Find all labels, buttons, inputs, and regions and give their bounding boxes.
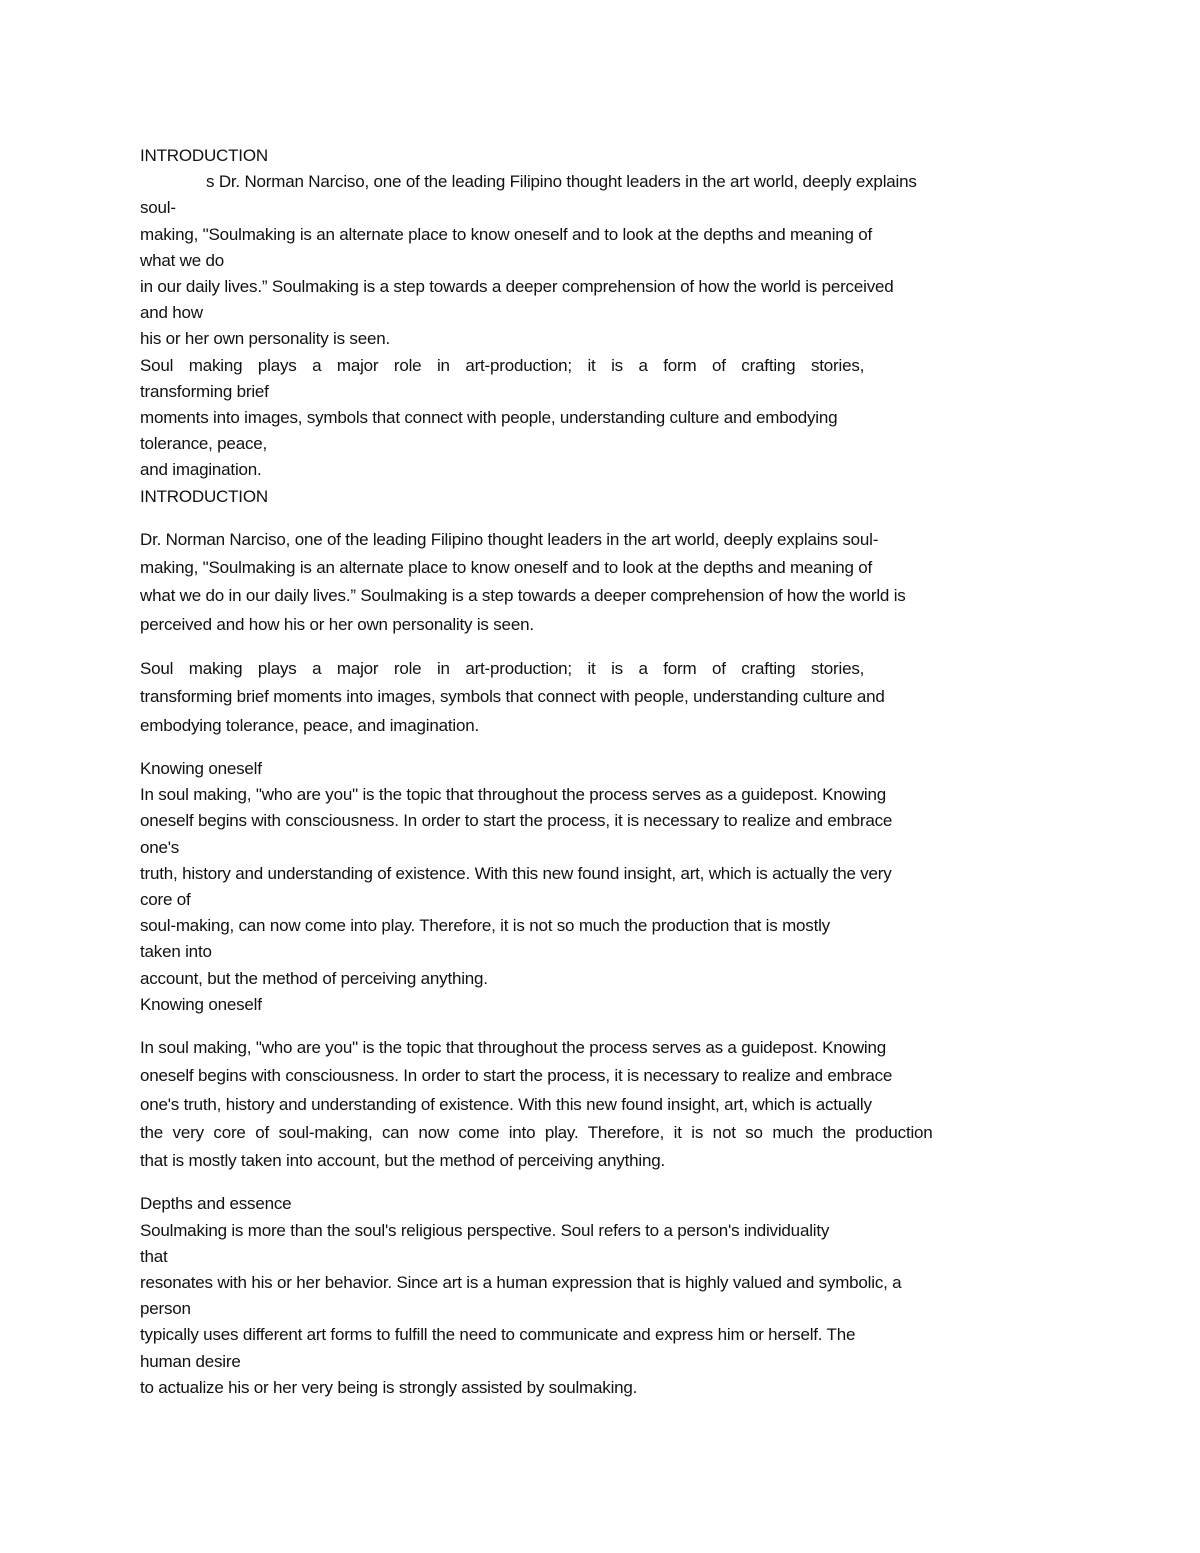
- text-line: oneself begins with consciousness. In order to start the process, it is necessary to realize and embrace: [140, 811, 893, 831]
- paragraph-gap: [140, 510, 1070, 526]
- knowing-raw-section: [140, 756, 1070, 1018]
- text-line: In soul making, "who are you" is the topic that throughout the process serves as a guidepost. Knowing: [140, 785, 886, 805]
- text-line: that is mostly taken into account, but the method of perceiving anything.: [140, 1151, 665, 1171]
- text-line: transforming brief moments into images, symbols that connect with people, understanding culture and: [140, 687, 885, 707]
- text-line: soul-: [140, 198, 176, 218]
- document-page: [140, 143, 1070, 1401]
- text-line: and imagination.: [140, 460, 262, 480]
- intro-paragraph-1: [140, 526, 1070, 639]
- depths-section: [140, 1191, 1070, 1401]
- text-line: Soul making plays a major role in art-production; it is a form of crafting stories,: [140, 659, 865, 679]
- text-line: oneself begins with consciousness. In order to start the process, it is necessary to realize and embrace: [140, 1066, 893, 1086]
- section-heading: INTRODUCTION: [140, 486, 268, 506]
- text-line: perceived and how his or her own personality is seen.: [140, 614, 534, 634]
- intro-paragraph-2: [140, 655, 1070, 740]
- intro-raw-section: [140, 143, 1070, 510]
- text-line: soul-making, can now come into play. Therefore, it is not so much the production that is mostly: [140, 916, 830, 936]
- section-heading: INTRODUCTION: [140, 146, 268, 165]
- text-line: resonates with his or her behavior. Since art is a human expression that is highly valued and symbolic, a: [140, 1273, 902, 1293]
- text-line: what we do in our daily lives.” Soulmaking is a step towards a deeper comprehension of how the world is: [140, 586, 906, 606]
- text-line: core of: [140, 889, 191, 909]
- text-line: in our daily lives.” Soulmaking is a step towards a deeper comprehension of how the world is perceived: [140, 277, 894, 297]
- section-heading: Depths and essence: [140, 1194, 292, 1214]
- text-line: and how: [140, 303, 203, 323]
- text-line: Soulmaking is more than the soul's religious perspective. Soul refers to a person's individuality: [140, 1220, 830, 1240]
- paragraph-gap: [140, 1175, 1070, 1191]
- text-line: what we do: [140, 250, 224, 270]
- text-line: s Dr. Norman Narciso, one of the leading Filipino thought leaders in the art world, deeply explains: [206, 172, 917, 192]
- paragraph-gap: [140, 1018, 1070, 1034]
- text-line: person: [140, 1299, 191, 1319]
- paragraph-gap: [140, 740, 1070, 756]
- text-line: typically uses different art forms to fulfill the need to communicate and express him or herself. The: [140, 1325, 856, 1345]
- text-line: the very core of soul-making, can now come into play. Therefore, it is not so much the production: [140, 1122, 933, 1142]
- section-heading: Knowing oneself: [140, 758, 262, 778]
- text-line: making, "Soulmaking is an alternate place to know oneself and to look at the depths and meaning of: [140, 558, 873, 578]
- text-line: tolerance, peace,: [140, 434, 268, 454]
- paragraph-gap: [140, 639, 1070, 655]
- knowing-paragraph: [140, 1034, 1070, 1175]
- text-line: human desire: [140, 1351, 241, 1371]
- text-line: that: [140, 1246, 168, 1266]
- text-line: Dr. Norman Narciso, one of the leading Filipino thought leaders in the art world, deeply explains soul-: [140, 529, 879, 549]
- text-line: one's truth, history and understanding of existence. With this new found insight, art, which is actually: [140, 1094, 872, 1114]
- text-line: truth, history and understanding of existence. With this new found insight, art, which is actually the very: [140, 863, 892, 883]
- text-line: his or her own personality is seen.: [140, 329, 391, 349]
- text-line: to actualize his or her very being is strongly assisted by soulmaking.: [140, 1377, 638, 1397]
- section-heading: Knowing oneself: [140, 994, 262, 1014]
- text-line: taken into: [140, 942, 212, 962]
- text-line: embodying tolerance, peace, and imagination.: [140, 715, 479, 735]
- text-line: account, but the method of perceiving anything.: [140, 968, 488, 988]
- text-line: moments into images, symbols that connect with people, understanding culture and embodying: [140, 408, 838, 428]
- text-line: one's: [140, 837, 180, 857]
- text-line: In soul making, "who are you" is the topic that throughout the process serves as a guidepost. Knowing: [140, 1037, 886, 1057]
- text-line: Soul making plays a major role in art-production; it is a form of crafting stories,: [140, 355, 865, 375]
- text-line: transforming brief: [140, 381, 269, 401]
- text-line: making, "Soulmaking is an alternate place to know oneself and to look at the depths and meaning of: [140, 224, 873, 244]
